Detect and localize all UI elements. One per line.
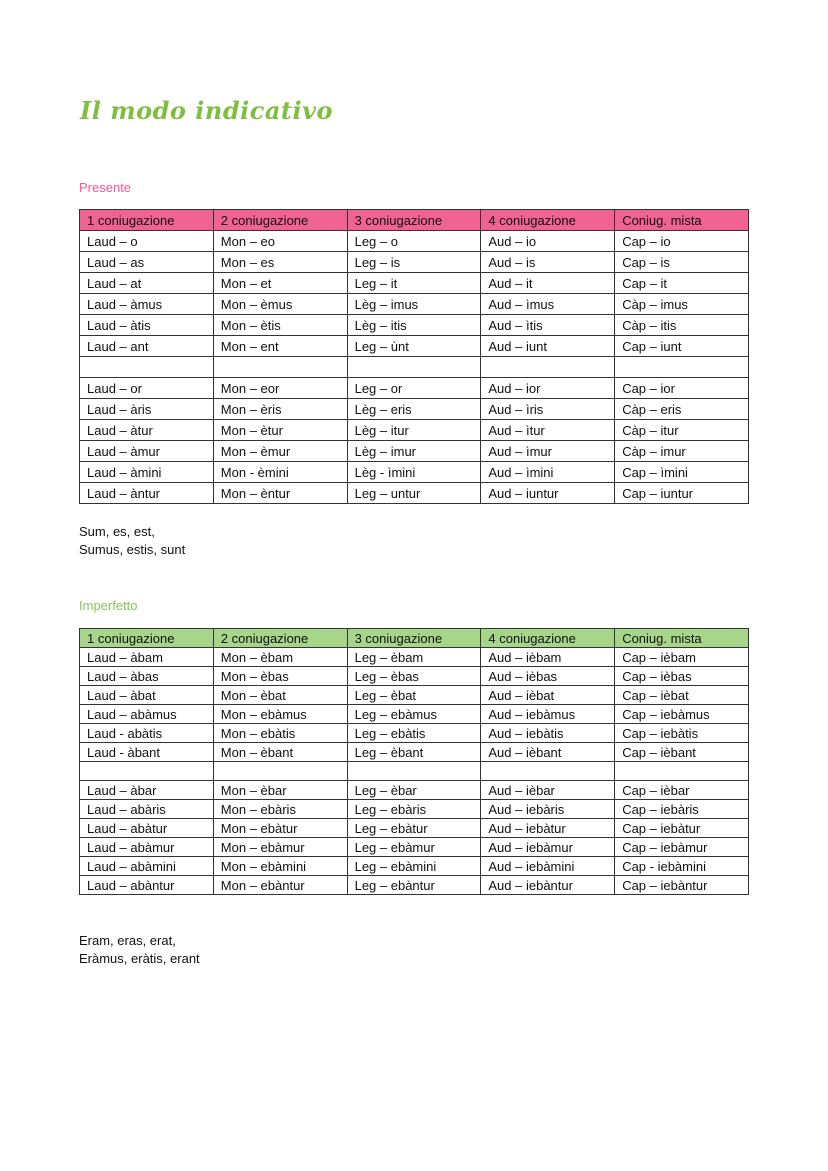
table-row [80,857,749,876]
table-cell: Leg – is [347,252,481,273]
table-cell: Aud – iebàmus [481,705,615,724]
table-cell: Leg – ebàris [347,800,481,819]
table-cell: Leg – èbant [347,743,481,762]
table-cell: Lèg – itis [347,315,481,336]
table-cell: Mon – eo [213,231,347,252]
imperfetto-note-line: Eràmus, eràtis, erant [79,951,200,966]
table-cell: Laud – o [80,231,214,252]
table-cell: Laud – abàmini [80,857,214,876]
table-row [80,686,749,705]
table-cell: Aud – ìris [481,399,615,420]
column-header: 2 coniugazione [213,210,347,231]
table-cell: Aud – ièbat [481,686,615,705]
table-cell: Cap – iebàtis [615,724,749,743]
presente-note [79,523,185,559]
table-cell: Lèg – eris [347,399,481,420]
table-cell [481,762,615,781]
table-cell [80,357,214,378]
table-header-row [80,629,749,648]
column-header: 3 coniugazione [347,629,481,648]
table-cell: Laud - àbant [80,743,214,762]
table-cell: Leg – or [347,378,481,399]
table-cell: Mon – et [213,273,347,294]
table-header-row [80,210,749,231]
table-row [80,743,749,762]
table-cell: Mon – ebàntur [213,876,347,895]
column-header: Coniug. mista [615,210,749,231]
table-cell: Cap – iunt [615,336,749,357]
presente-table-header [80,210,749,231]
table-cell: Aud – iebàmur [481,838,615,857]
table-cell: Aud – iebàtis [481,724,615,743]
table-cell: Càp – eris [615,399,749,420]
table-cell: Lèg – imur [347,441,481,462]
table-row [80,800,749,819]
presente-table-body [80,231,749,504]
table-cell: Laud - abàtis [80,724,214,743]
table-cell: Leg – ebàmur [347,838,481,857]
table-cell: Laud – abàmur [80,838,214,857]
table-cell: Mon – èbam [213,648,347,667]
table-cell: Cap – iebàris [615,800,749,819]
table-cell [347,762,481,781]
table-row [80,724,749,743]
table-cell: Lèg – itur [347,420,481,441]
table-cell: Leg – it [347,273,481,294]
table-cell: Cap – it [615,273,749,294]
table-cell [80,762,214,781]
table-cell: Càp – itur [615,420,749,441]
table-cell: Mon – ebàmur [213,838,347,857]
table-cell: Aud – ièbar [481,781,615,800]
table-cell: Laud – àbas [80,667,214,686]
table-cell: Aud – is [481,252,615,273]
page-title: Il modo indicativo [80,96,334,125]
table-cell: Laud – àbat [80,686,214,705]
table-cell: Aud – iuntur [481,483,615,504]
table-cell: Càp – imus [615,294,749,315]
table-cell: Cap – iebàmus [615,705,749,724]
table-row [80,483,749,504]
table-row [80,273,749,294]
table-cell [213,357,347,378]
imperfetto-table [79,628,749,895]
table-cell: Lèg – imus [347,294,481,315]
table-cell: Cap – ior [615,378,749,399]
column-header: 2 coniugazione [213,629,347,648]
imperfetto-note [79,932,200,968]
column-header: 4 coniugazione [481,629,615,648]
table-cell: Laud – abàris [80,800,214,819]
table-cell: Laud – àris [80,399,214,420]
table-cell: Cap – ièbas [615,667,749,686]
table-cell: Aud – iunt [481,336,615,357]
table-cell: Cap - iebàmini [615,857,749,876]
table-cell: Aud – ièbas [481,667,615,686]
imperfetto-note-line: Eram, eras, erat, [79,933,176,948]
table-cell: Laud – abàmus [80,705,214,724]
table-cell: Mon – èbat [213,686,347,705]
table-cell: Aud – ièbant [481,743,615,762]
table-cell: Laud – ant [80,336,214,357]
table-cell: Mon - èmini [213,462,347,483]
table-cell: Mon – èntur [213,483,347,504]
table-cell: Cap – ièbam [615,648,749,667]
table-row [80,838,749,857]
table-cell: Mon – èbant [213,743,347,762]
table-cell: Leg – èbas [347,667,481,686]
table-row [80,876,749,895]
table-cell: Mon – èris [213,399,347,420]
section-label-presente: Presente [79,180,132,195]
table-cell: Cap – ìmini [615,462,749,483]
table-cell: Leg – ebàmus [347,705,481,724]
table-cell: Cap – ièbant [615,743,749,762]
table-row [80,648,749,667]
column-header: 4 coniugazione [481,210,615,231]
table-cell: Cap – is [615,252,749,273]
table-cell: Lèg - ìmini [347,462,481,483]
table-cell: Aud – ior [481,378,615,399]
table-cell: Mon – ètis [213,315,347,336]
table-cell: Laud – at [80,273,214,294]
column-header: 1 coniugazione [80,629,214,648]
table-cell [347,357,481,378]
table-cell: Mon – ebàris [213,800,347,819]
table-row [80,399,749,420]
table-row [80,762,749,781]
table-cell: Leg – ebàtur [347,819,481,838]
table-cell [481,357,615,378]
table-cell: Leg – untur [347,483,481,504]
table-cell: Leg – èbat [347,686,481,705]
table-row [80,667,749,686]
table-cell: Laud – abàntur [80,876,214,895]
table-row [80,231,749,252]
table-cell: Aud – io [481,231,615,252]
table-cell: Mon – èbas [213,667,347,686]
table-cell: Leg – ebàtis [347,724,481,743]
table-cell: Mon – èmus [213,294,347,315]
table-row [80,252,749,273]
table-cell: Cap – ièbat [615,686,749,705]
table-cell: Cap – ièbar [615,781,749,800]
presente-note-line: Sumus, estis, sunt [79,542,186,557]
table-cell: Mon – èmur [213,441,347,462]
table-cell: Aud – it [481,273,615,294]
table-row [80,819,749,838]
table-cell: Aud – ìmus [481,294,615,315]
table-cell: Leg – èbar [347,781,481,800]
table-cell: Mon – es [213,252,347,273]
table-cell: Aud – iebàntur [481,876,615,895]
table-cell: Mon – ebàtis [213,724,347,743]
table-cell: Leg – o [347,231,481,252]
table-cell: Laud – àmini [80,462,214,483]
column-header: 3 coniugazione [347,210,481,231]
table-row [80,781,749,800]
table-cell: Leg – ebàntur [347,876,481,895]
table-row [80,705,749,724]
table-cell: Mon – èbar [213,781,347,800]
table-cell: Aud – ìmur [481,441,615,462]
table-cell [615,357,749,378]
table-cell: Laud – àmur [80,441,214,462]
section-label-imperfetto: Imperfetto [79,598,138,613]
table-cell: Leg – èbam [347,648,481,667]
table-row [80,315,749,336]
presente-note-line: Sum, es, est, [79,524,155,539]
table-row [80,420,749,441]
table-cell: Laud – àtur [80,420,214,441]
table-cell: Mon – ètur [213,420,347,441]
table-cell: Leg – ebàmini [347,857,481,876]
table-cell: Laud – àbar [80,781,214,800]
table-cell: Mon – ebàtur [213,819,347,838]
table-cell: Mon – ent [213,336,347,357]
table-cell: Aud – ìtur [481,420,615,441]
table-cell: Aud – ìmini [481,462,615,483]
table-row [80,294,749,315]
table-cell: Laud – àtis [80,315,214,336]
table-cell: Cap – iebàmur [615,838,749,857]
table-cell: Laud – as [80,252,214,273]
table-cell: Aud – ìtis [481,315,615,336]
table-row [80,462,749,483]
table-cell: Mon – eor [213,378,347,399]
table-cell: Cap – io [615,231,749,252]
table-cell: Laud – àbam [80,648,214,667]
table-cell: Laud – abàtur [80,819,214,838]
table-cell: Càp – itis [615,315,749,336]
table-cell: Leg – ùnt [347,336,481,357]
imperfetto-table-header [80,629,749,648]
imperfetto-table-body [80,648,749,895]
table-cell: Laud – or [80,378,214,399]
table-cell: Laud – àmus [80,294,214,315]
table-cell [213,762,347,781]
table-row [80,336,749,357]
table-cell: Cap – iebàtur [615,819,749,838]
column-header: 1 coniugazione [80,210,214,231]
table-cell: Càp – imur [615,441,749,462]
table-row [80,378,749,399]
table-cell [615,762,749,781]
table-cell: Mon – ebàmus [213,705,347,724]
presente-table [79,209,749,504]
table-row [80,441,749,462]
table-cell: Mon – ebàmini [213,857,347,876]
column-header: Coniug. mista [615,629,749,648]
table-cell: Cap – iuntur [615,483,749,504]
table-cell: Aud – iebàris [481,800,615,819]
table-cell: Cap – iebàntur [615,876,749,895]
table-cell: Aud – iebàtur [481,819,615,838]
table-cell: Laud – àntur [80,483,214,504]
table-row [80,357,749,378]
table-cell: Aud – iebàmini [481,857,615,876]
table-cell: Aud – ièbam [481,648,615,667]
